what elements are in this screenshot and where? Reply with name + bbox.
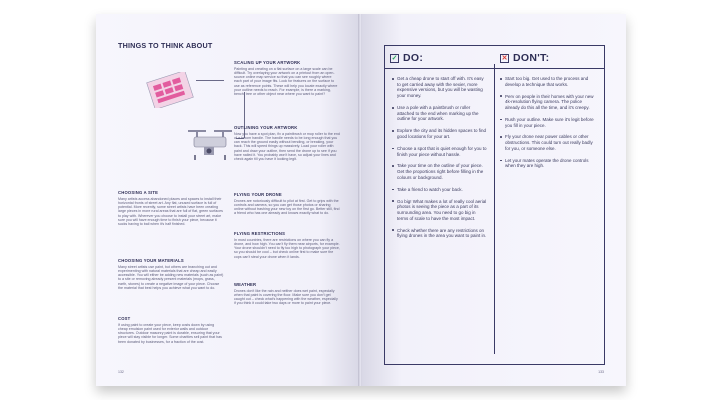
page-title: THINGS TO THINK ABOUT [118, 41, 213, 50]
list-item: Get a cheap drone to start off with. It's easy to get carried away with the sexier, more expensive versions, but you will be wasting your money. [392, 76, 488, 99]
section-cost: COST If using paint to create your piece, keep costs down by using cheap emulsion paint used for exterior walls and outdoor structures. Outdoor masonry paint is durable, ensuring that your piece will stay visible for longer. Some charities sell paint that has been donated by businesses, for a fraction of the cost. [118, 316, 222, 344]
dont-header [500, 52, 549, 64]
page-number-right: 133 [598, 370, 604, 374]
left-page [96, 14, 359, 386]
section-weather: WEATHER Drones don't like the rain and neither does wet paint, especially when that paint is covering the floor. Make sure you don't get caught out – check what's happening with the weather, especially if you think it could take two days or more to paint your piece. [234, 282, 338, 306]
list-item: Go big! What makes a lot of really cool aerial photos is seeing the piece as a part of its surrounding area. You need to go big in terms of scale to have the most impact. [392, 199, 488, 222]
list-item: Choose a spot that is quiet enough for you to finish your piece without hassle. [392, 146, 488, 157]
drone-illustration [184, 124, 236, 162]
list-item: Explore the city and its hidden spaces to find good locations for your art. [392, 128, 488, 139]
section-materials: CHOOSING YOUR MATERIALS Many street artists use paint, but others are branching out and experimenting with natural materials that are cheap and easily accessible. You will either be adding new materials (such as paint) to a site or removing already present materials (mops, grass, earth, stones) to create a negative image of your piece. Choose the material that best helps you achieve what you want to do. [118, 258, 224, 290]
dont-list [500, 76, 596, 175]
list-item: Perv on people in their homes with your new 4k-resolution flying camera. The police already do this all the time, and it's creepy. [500, 94, 596, 111]
list-item: Use a pole with a paintbrush or roller attached to the end when marking up the outline for your artwork. [392, 105, 488, 122]
dont-title: DON'T: [513, 52, 550, 64]
list-item: Check whether there are any restrictions on flying drones in the area you want to paint in. [392, 228, 488, 239]
right-page [362, 14, 626, 386]
open-book [96, 14, 626, 386]
callout-line [196, 80, 224, 81]
check-icon: ✓ [391, 54, 398, 62]
section-scaling: SCALING UP YOUR ARTWORK Painting and creating on a flat surface on a large scale can be difficult. Try overlaying your artwork on a printout from an open-source online map service so that you can see roughly where each part of your image fits. Look for features on the surface to use as reference points. These will help you locate exactly where your outline needs to reach. For example, is there a marking, bench, tree or other object near where you want to paint? [234, 60, 338, 97]
artwork-illustration [144, 72, 196, 108]
list-item: Take your time on the outline of your piece. Get the proportions right before filling in the colours or background. [392, 163, 488, 180]
section-outlining: OUTLINING YOUR ARTWORK Now you have a spot plan, fix a paintbrush or mop roller to the end of a broom handle. The handle needs to be long enough that you can reach the ground easily without bending, or breaking, your back. This will speed things up massively. Load your roller with paint and draw your outline, then send the drone up to see if you have nailed it. You probably won't have, so adjust your lines and check again till you have it looking legit. [234, 125, 340, 162]
list-item: Let your mates operate the drone controls when they are high. [500, 158, 596, 169]
page-number-left: 132 [118, 370, 124, 374]
section-restrictions: FLYING RESTRICTIONS In most countries, there are restrictions on where you can fly a drone, and how high. You can't fly them near airports, for example. Your drone shouldn't need to fly too high to photograph your piece, so you should be cool – but check online first to make sure the cops can't steal your drone when it lands. [234, 231, 340, 259]
do-header [390, 52, 423, 64]
list-item: Rush your outline. Make sure it's legit before you fill in your piece. [500, 117, 596, 128]
list-item: Fly your drone near power cables or other obstructions. This could turn out really badly for you, or someone else. [500, 134, 596, 151]
cross-icon: ✕ [501, 54, 508, 62]
column-divider [494, 64, 495, 354]
do-list [392, 76, 488, 245]
list-item: Take a friend to watch your back. [392, 187, 488, 193]
do-title: DO: [403, 52, 424, 64]
section-site: CHOOSING A SITE Many artists access abandoned places and spaces to install their horizontal fronts of street art. Any flat, unused surface is full of potential. More recently, some street artists have been creating large pieces in more rural areas that are full of flat, green surfaces to play with. Wherever you choose to install your street art, make sure you will have enough time to finish your piece, because it sucks having to bail when it's half finished. [118, 190, 223, 227]
list-item: Start too big. Get used to the process and develop a technique that works. [500, 76, 596, 87]
section-flying: FLYING YOUR DRONE Drones are notoriously difficult to pilot at first. Get to grips with the controls and camera, so you can get those photos or sharing online without trashing your new toy on the first go. Better still, find a friend who has one already and knows exactly what to do. [234, 192, 340, 216]
